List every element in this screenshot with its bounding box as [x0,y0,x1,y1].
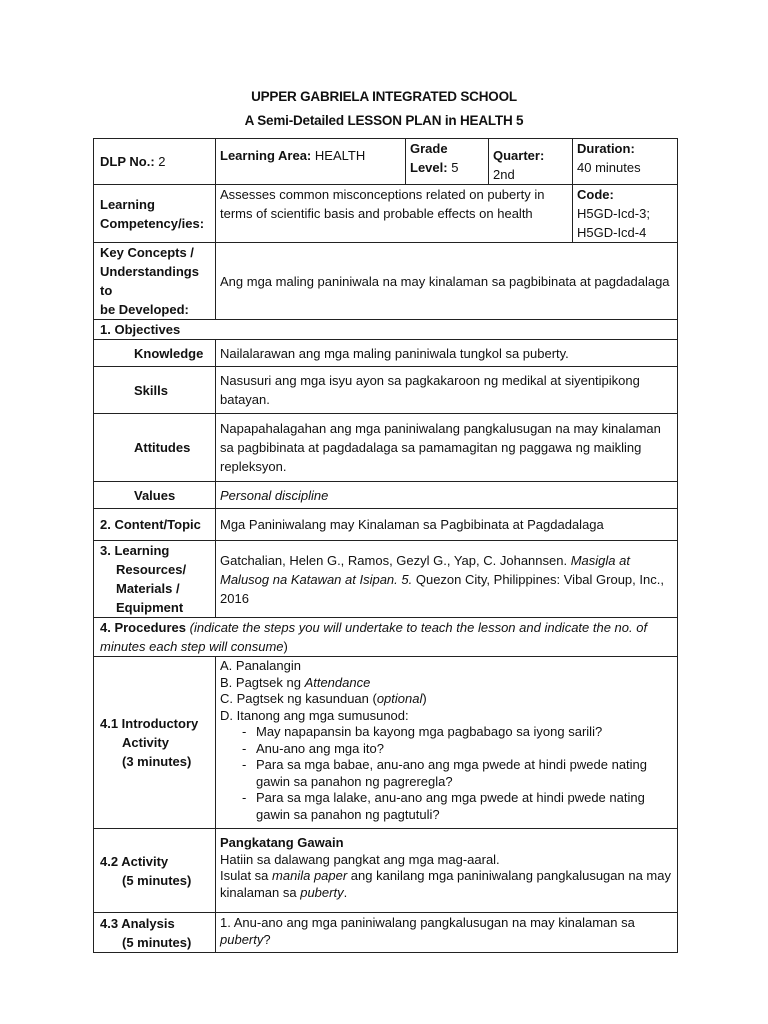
activity-line2-text: Isulat sa [220,868,273,883]
intro-label-line2: Activity [122,735,169,750]
dlp-value: 2 [158,154,166,169]
intro-item-c-italic: optional [376,691,423,706]
resources-authors: Gatchalian, Helen G., Ramos, Gezyl G., Yap, C. Johannsen. [220,552,568,568]
knowledge-text: Nailalarawan ang mga maling paniniwala tungkol sa puberty. [216,340,678,367]
intro-item-c-suffix: ) [422,691,427,706]
content-text: Mga Paniniwalang may Kinalaman sa Pagbibinata at Pagdadalaga [216,509,678,541]
code-value-1: H5GD-Icd-3; [577,206,650,221]
duration-value: 40 minutes [577,160,641,175]
activity-line2 [220,868,673,901]
resources-text [216,541,678,618]
resources-label-line2: Resources/ [116,562,187,577]
level-label: Level: [410,160,448,175]
competency-label-line1: Learning [100,196,155,212]
lesson-plan-table [93,138,678,953]
analysis-content [216,913,678,953]
intro-activity-content [216,657,678,829]
key-concepts-label-line2: Understandings to [100,264,199,298]
key-concepts-row [94,243,678,320]
resources-row [94,541,678,618]
activity-row [94,829,678,913]
activity-label-line1: 4.2 Activity [100,853,169,869]
content-label: 2. Content/Topic [94,509,216,541]
competency-label-line2: Competency/ies: [100,215,205,231]
analysis-label-line2: (5 minutes) [122,934,192,950]
skills-text: Nasusuri ang mga isyu ayon sa pagkakaroon ng medikal at siyentipikong batayan. [216,367,678,414]
learning-area-cell [216,139,406,185]
header-row [94,139,678,185]
grade-level-cell [406,139,489,185]
intro-question: - Para sa mga lalake, anu-ano ang mga pwede at hindi pwede nating gawin sa panahon ng pagtutuli? [240,790,673,823]
code-value-2: H5GD-Icd-4 [577,225,647,240]
intro-item-c [220,691,673,708]
key-concepts-label-line3: be Developed: [100,302,189,317]
intro-item-d: D. Itanong ang mga sumusunod: [220,707,409,723]
intro-item-b-italic: Attendance [304,674,371,690]
code-label: Code: [577,187,614,202]
learning-area-label: Learning Area: [220,148,312,163]
key-concepts-label [94,243,216,320]
quarter-value: 2nd [493,167,515,182]
analysis-question-1-end: ? [263,932,271,947]
procedures-note: (indicate the steps you will undertake to teach the lesson and indicate the no. of minutes each step will consume [100,620,648,654]
skills-label: Skills [94,367,216,414]
values-row [94,482,678,509]
duration-label: Duration: [577,141,635,156]
attitudes-label: Attitudes [94,414,216,482]
resources-publisher: Quezon City, Philippines: Vibal Group, Inc., 2016 [220,571,664,606]
dlp-label: DLP No.: [100,154,155,169]
resources-label-line1: 3. Learning [100,543,170,558]
activity-label [94,829,216,913]
intro-item-b [220,675,673,692]
activity-line2-italic: manila paper [272,868,348,883]
analysis-row [94,913,678,953]
school-name: UPPER GABRIELA INTEGRATED SCHOOL [251,89,517,104]
learning-area-value: HEALTH [314,148,366,163]
analysis-label-line1: 4.3 Analysis [100,915,175,931]
intro-question: - May napapansin ba kayong mga pagbabago sa iyong sarili? [240,724,673,741]
analysis-label [94,913,216,953]
attitudes-text: Napapahalagahan ang mga paniniwalang pangkalusugan na may kinalaman sa pagbibinata at pagdadalaga sa pamamagitan ng paggawa ng maikling repleksyon. [216,414,678,482]
activity-label-line2: (5 minutes) [122,872,192,888]
analysis-question-1-italic: puberty [220,932,264,947]
key-concepts-text: Ang mga maling paniniwala na may kinalaman sa pagbibinata at pagdadalaga [216,243,678,320]
activity-heading: Pangkatang Gawain [220,835,344,850]
intro-question-list [220,724,673,823]
grade-label: Grade [410,141,448,156]
quarter-cell [489,139,573,185]
grade-value: 5 [451,160,459,175]
activity-line2-italic2: puberty [300,884,344,900]
key-concepts-label-line1: Key Concepts / [100,245,194,260]
intro-label-line1: 4.1 Introductory [100,716,199,731]
lesson-plan-title: A Semi-Detailed LESSON PLAN in HEALTH 5 [244,113,524,128]
quarter-label: Quarter: [493,148,545,163]
resources-label [94,541,216,618]
activity-line2-mid: ang kanilang mga paniniwalang pangkalusugan na may kinalaman sa [220,868,671,900]
duration-cell [573,139,678,185]
intro-question: - Anu-ano ang mga ito? [240,741,673,758]
resources-label-line4: Equipment [116,600,184,615]
knowledge-label: Knowledge [94,340,216,367]
intro-item-c-text: C. Pagtsek ng kasunduan ( [220,691,377,706]
competency-label [94,185,216,243]
analysis-question-1: 1. Anu-ano ang mga paniniwalang pangkalusugan na may kinalaman sa [220,915,635,930]
intro-activity-label [94,657,216,829]
intro-label-line3: (3 minutes) [122,754,192,769]
intro-item-a: A. Panalangin [220,658,301,673]
resources-book-title: Masigla at Malusog na Katawan at Isipan. 5. [220,552,630,587]
activity-content [216,829,678,913]
procedures-row [94,618,678,657]
activity-line1: Hatiin sa dalawang pangkat ang mga mag-aaral. [220,851,500,867]
values-label: Values [94,482,216,509]
activity-line2-end: . [343,884,348,900]
competency-text: Assesses common misconceptions related on puberty in terms of scientific basis and probable effects on health [216,185,573,243]
intro-activity-row [94,657,678,829]
knowledge-row [94,340,678,367]
procedures-label: 4. Procedures [100,620,186,635]
values-text: Personal discipline [216,482,678,509]
intro-question: - Para sa mga babae, anu-ano ang mga pwede at hindi pwede nating gawin sa panahon ng pagreregla? [240,757,673,790]
skills-row [94,367,678,414]
intro-item-b-text: B. Pagtsek ng [220,674,305,690]
content-row [94,509,678,541]
objectives-row [94,320,678,340]
dlp-cell [94,139,216,185]
attitudes-row [94,414,678,482]
competency-row [94,185,678,243]
code-cell [573,185,678,243]
objectives-heading: 1. Objectives [94,320,678,340]
resources-label-line3: Materials / [116,581,180,596]
procedures-note-end: ) [283,639,288,654]
procedures-cell [94,618,678,657]
